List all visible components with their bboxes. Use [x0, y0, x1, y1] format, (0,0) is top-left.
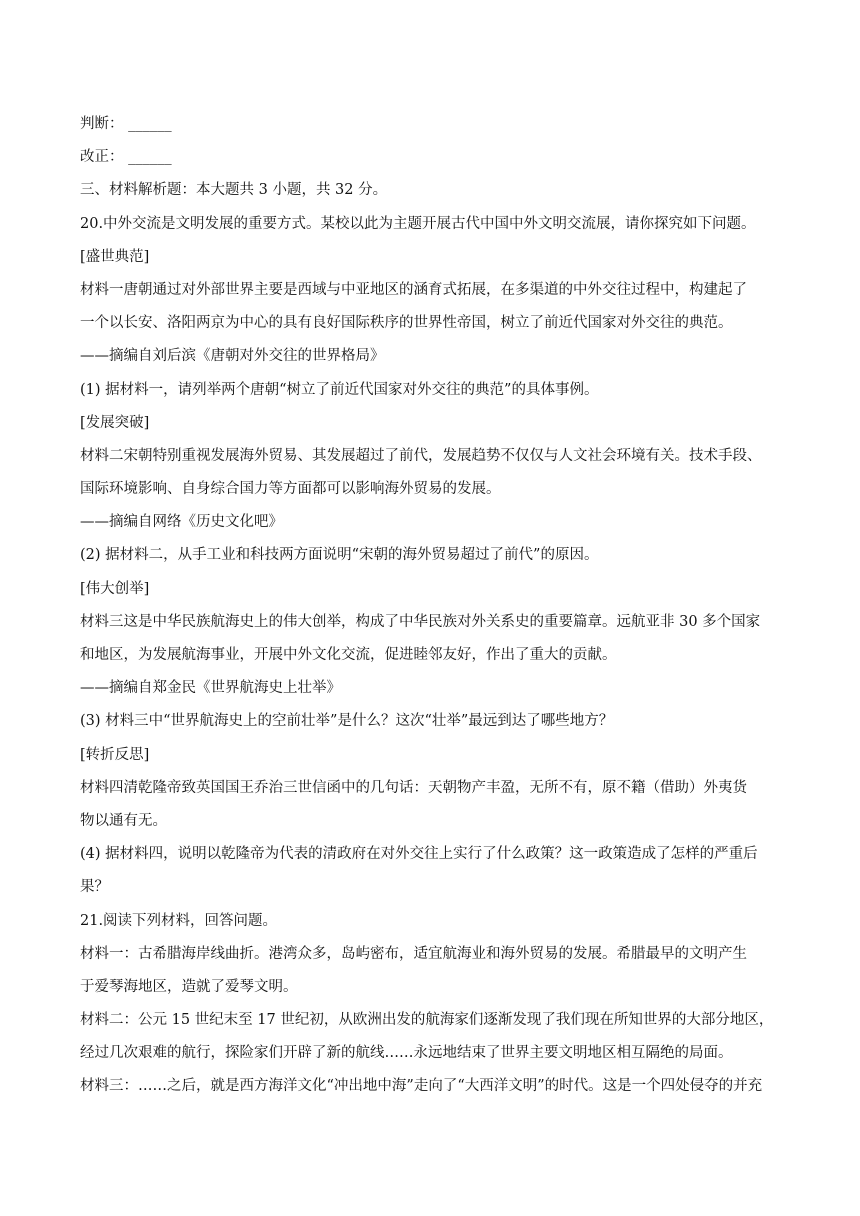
material-3-text: 材料三这是中华民族航海史上的伟大创举，构成了中华民族对外关系史的重要篇章。远航亚非 30 多个国家 — [80, 613, 761, 630]
question-20-4: 果？ — [80, 879, 109, 896]
material-2-text: 国际环境影响、自身综合国力等方面都可以影响海外贸易的发展。 — [80, 481, 501, 498]
correction-line: 改正： ______ — [80, 149, 172, 166]
subheading-fazhan: [发展突破] — [80, 414, 150, 431]
material-3-source: ——摘编自郑金民《世界航海史上壮举》 — [80, 680, 341, 697]
subheading-weida: [伟大创举] — [80, 580, 150, 597]
subheading-zhuanzhe: [转折反思] — [80, 746, 150, 763]
q21-material-1: 于爱琴海地区，造就了爱琴文明。 — [80, 978, 298, 995]
material-4-text: 材料四清乾隆帝致英国国王乔治三世信函中的几句话：天朝物产丰盈，无所不有，原不籍（借助）外夷货 — [80, 779, 747, 796]
material-2-source: ——摘编自网络《历史文化吧》 — [80, 514, 283, 531]
material-4-text: 物以通有无。 — [80, 812, 167, 829]
question-20-stem: 20.中外交流是文明发展的重要方式。某校以此为主题开展古代中国中外文明交流展，请你探究如下问题。 — [80, 215, 756, 232]
question-20-4: (4) 据材料四，说明以乾隆帝为代表的清政府在对外交往上实行了什么政策？这一政策造成了怎样的严重后 — [80, 846, 758, 863]
material-2-text: 材料二宋朝特别重视发展海外贸易、其发展超过了前代，发展趋势不仅仅与人文社会环境有关。技术手段、 — [80, 447, 762, 464]
q21-material-2: 材料二：公元 15 世纪末至 17 世纪初，从欧洲出发的航海家们逐渐发现了我们现在所知世界的大部分地区， — [80, 1012, 774, 1029]
question-20-3: (3) 材料三中“世界航海史上的空前壮举”是什么？这次“壮举”最远到达了哪些地方？ — [80, 713, 614, 730]
material-1-source: ——摘编自刘后滨《唐朝对外交往的世界格局》 — [80, 348, 385, 365]
q21-material-2: 经过几次艰难的航行，探险家们开辟了新的航线……永远地结束了世界主要文明地区相互隔绝的局面。 — [80, 1045, 733, 1062]
material-1-text: 材料一唐朝通过对外部世界主要是西域与中亚地区的涵育式拓展，在多渠道的中外交往过程中，构建起了 — [80, 281, 747, 298]
document-page — [80, 108, 800, 1104]
question-21-stem: 21.阅读下列材料，回答问题。 — [80, 912, 278, 929]
section-heading: 三、材料解析题：本大题共 3 小题，共 32 分。 — [80, 182, 388, 199]
judgment-line: 判断： ______ — [80, 116, 172, 132]
question-20-1: (1) 据材料一，请列举两个唐朝“树立了前近代国家对外交往的典范”的具体事例。 — [80, 381, 599, 398]
material-1-text: 一个以长安、洛阳两京为中心的具有良好国际秩序的世界性帝国，树立了前近代国家对外交往的典范。 — [80, 315, 733, 332]
material-3-text: 和地区，为发展航海事业，开展中外文化交流，促进睦邻友好，作出了重大的贡献。 — [80, 647, 617, 663]
q21-material-1: 材料一：古希腊海岸线曲折。港湾众多，岛屿密布，适宜航海业和海外贸易的发展。希腊最早的文明产生 — [80, 945, 747, 962]
question-20-2: (2) 据材料二，从手工业和科技两方面说明“宋朝的海外贸易超过了前代”的原因。 — [80, 547, 599, 564]
subheading-shengshi: [盛世典范] — [80, 248, 150, 265]
q21-material-3: 材料三：……之后，就是西方海洋文化“冲出地中海”走向了“大西洋文明”的时代。这是一个四处侵夺的并充 — [80, 1078, 763, 1095]
